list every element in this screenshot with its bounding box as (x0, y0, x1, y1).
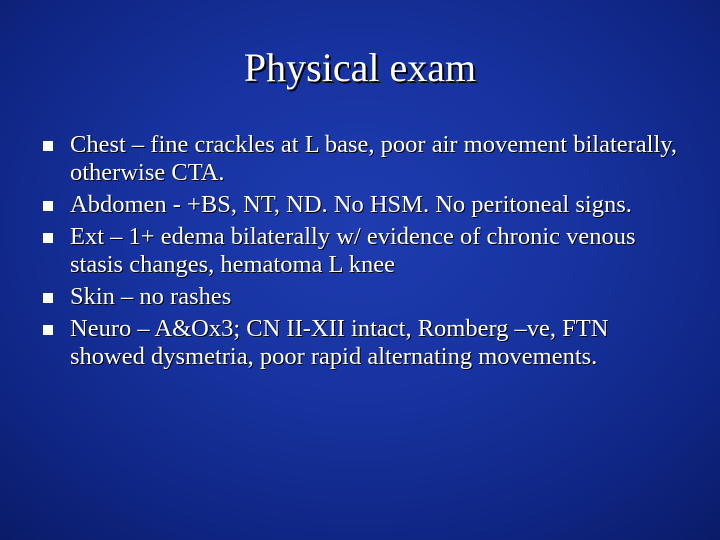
square-bullet-icon (43, 201, 53, 211)
bullet-list (40, 131, 680, 375)
square-bullet-icon (43, 325, 53, 335)
bullet-item-skin (40, 283, 680, 311)
bullet-text: Ext – 1+ edema bilaterally w/ evidence of chronic venous stasis changes, hematoma L knee (70, 223, 636, 278)
square-bullet-icon (43, 141, 53, 151)
bullet-item-chest (40, 131, 680, 187)
square-bullet-icon (43, 233, 53, 243)
square-bullet-icon (43, 293, 53, 303)
bullet-item-neuro (40, 315, 680, 371)
bullet-text: Abdomen - +BS, NT, ND. No HSM. No peritoneal signs. (70, 191, 632, 218)
bullet-item-ext (40, 223, 680, 279)
bullet-text: Chest – fine crackles at L base, poor air movement bilaterally, otherwise CTA. (70, 131, 678, 186)
bullet-item-abdomen (40, 191, 680, 219)
slide-title: Physical exam (243, 45, 477, 90)
bullet-text: Neuro – A&Ox3; CN II-XII intact, Romberg –ve, FTN showed dysmetria, poor rapid alternating movements. (70, 315, 609, 370)
bullet-text: Skin – no rashes (70, 283, 232, 310)
